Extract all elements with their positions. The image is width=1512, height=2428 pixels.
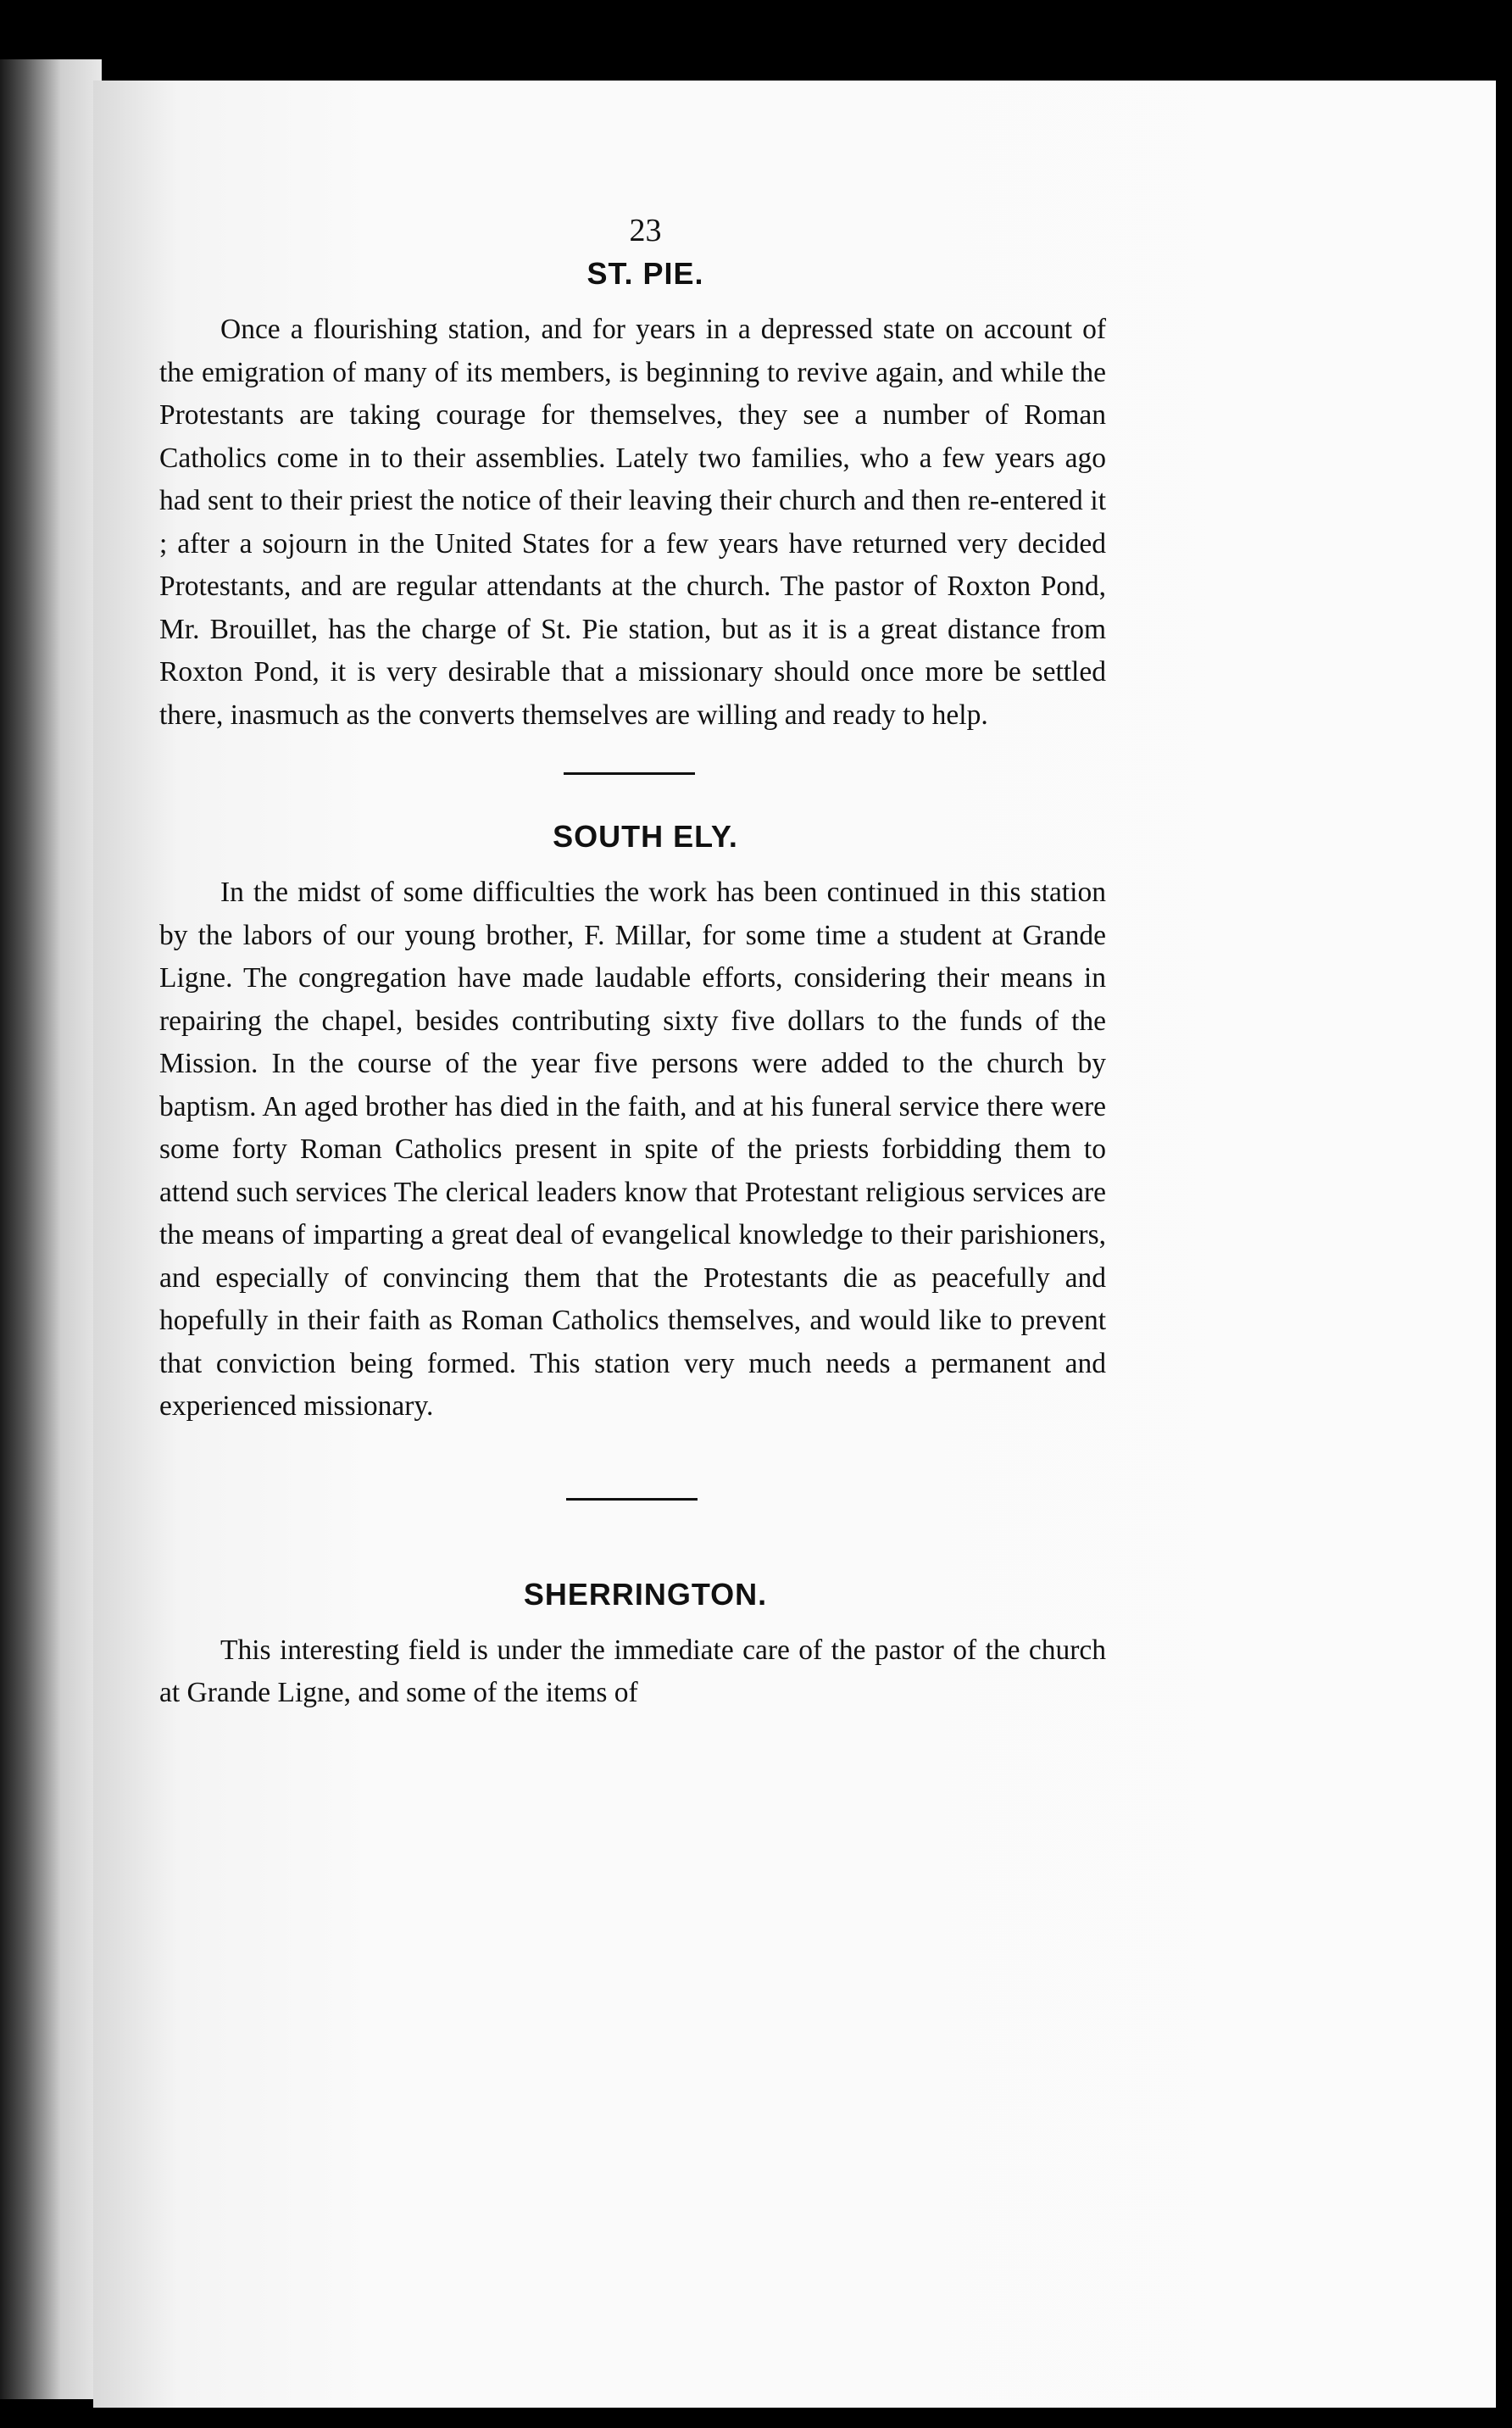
section-heading: SHERRINGTON. xyxy=(523,1576,768,1612)
section-paragraph: Once a flourishing station, and for years in a depressed state on account of the emigration of many of its members, is beginning to revive again, and while the Protestants are taking courage for themselves, they see a number of Roman Catholics come in to their assemblies. Lately two families, who a few years ago had sent to their priest the notice of their leaving their church and then re-entered it ; after a sojourn in the United States for a few years have returned very decided Protestants, and are regular attendants at the church. The pastor of Roxton Pond, Mr. Brouillet, has the charge of St. Pie station, but as it is a great distance from Roxton Pond, it is very desirable that a missionary should once more be settled there, inasmuch as the converts themselves are willing and ready to help. xyxy=(159,314,1106,731)
section-paragraph: In the midst of some difficulties the work has been continued in this station by the labors of our young brother, F. Millar, for some time a student at Grande Ligne. The congregation have made laudable efforts, considering their means in repairing the chapel, besides contributing sixty five dollars to the funds of the Mission. In the course of the year five persons were added to the church by baptism. An aged brother has died in the faith, and at his funeral service there were some forty Roman Catholics present in spite of the priests forbidding them to attend such services The clerical leaders know that Protestant religious services are the means of imparting a great deal of evangelical knowledge to their parishioners, and especially of convincing them that the Protestants die as peacefully and hopefully in their faith as Roman Catholics themselves, and would like to prevent that conviction being formed. This station very much needs a permanent and experienced missionary. xyxy=(159,877,1106,1422)
section-south-ely xyxy=(159,819,1106,1428)
section-sherrington xyxy=(159,1577,1106,1715)
section-heading: ST. PIE. xyxy=(586,256,704,291)
section-st-pie xyxy=(159,256,1106,737)
book-spine xyxy=(0,59,102,2399)
section-paragraph: This interesting field is under the immediate care of the pastor of the church at Grande Ligne, and some of the items of xyxy=(159,1634,1106,1708)
page-number: 23 xyxy=(629,213,662,248)
page-content xyxy=(159,212,1106,1715)
section-heading: SOUTH ELY. xyxy=(553,819,738,854)
